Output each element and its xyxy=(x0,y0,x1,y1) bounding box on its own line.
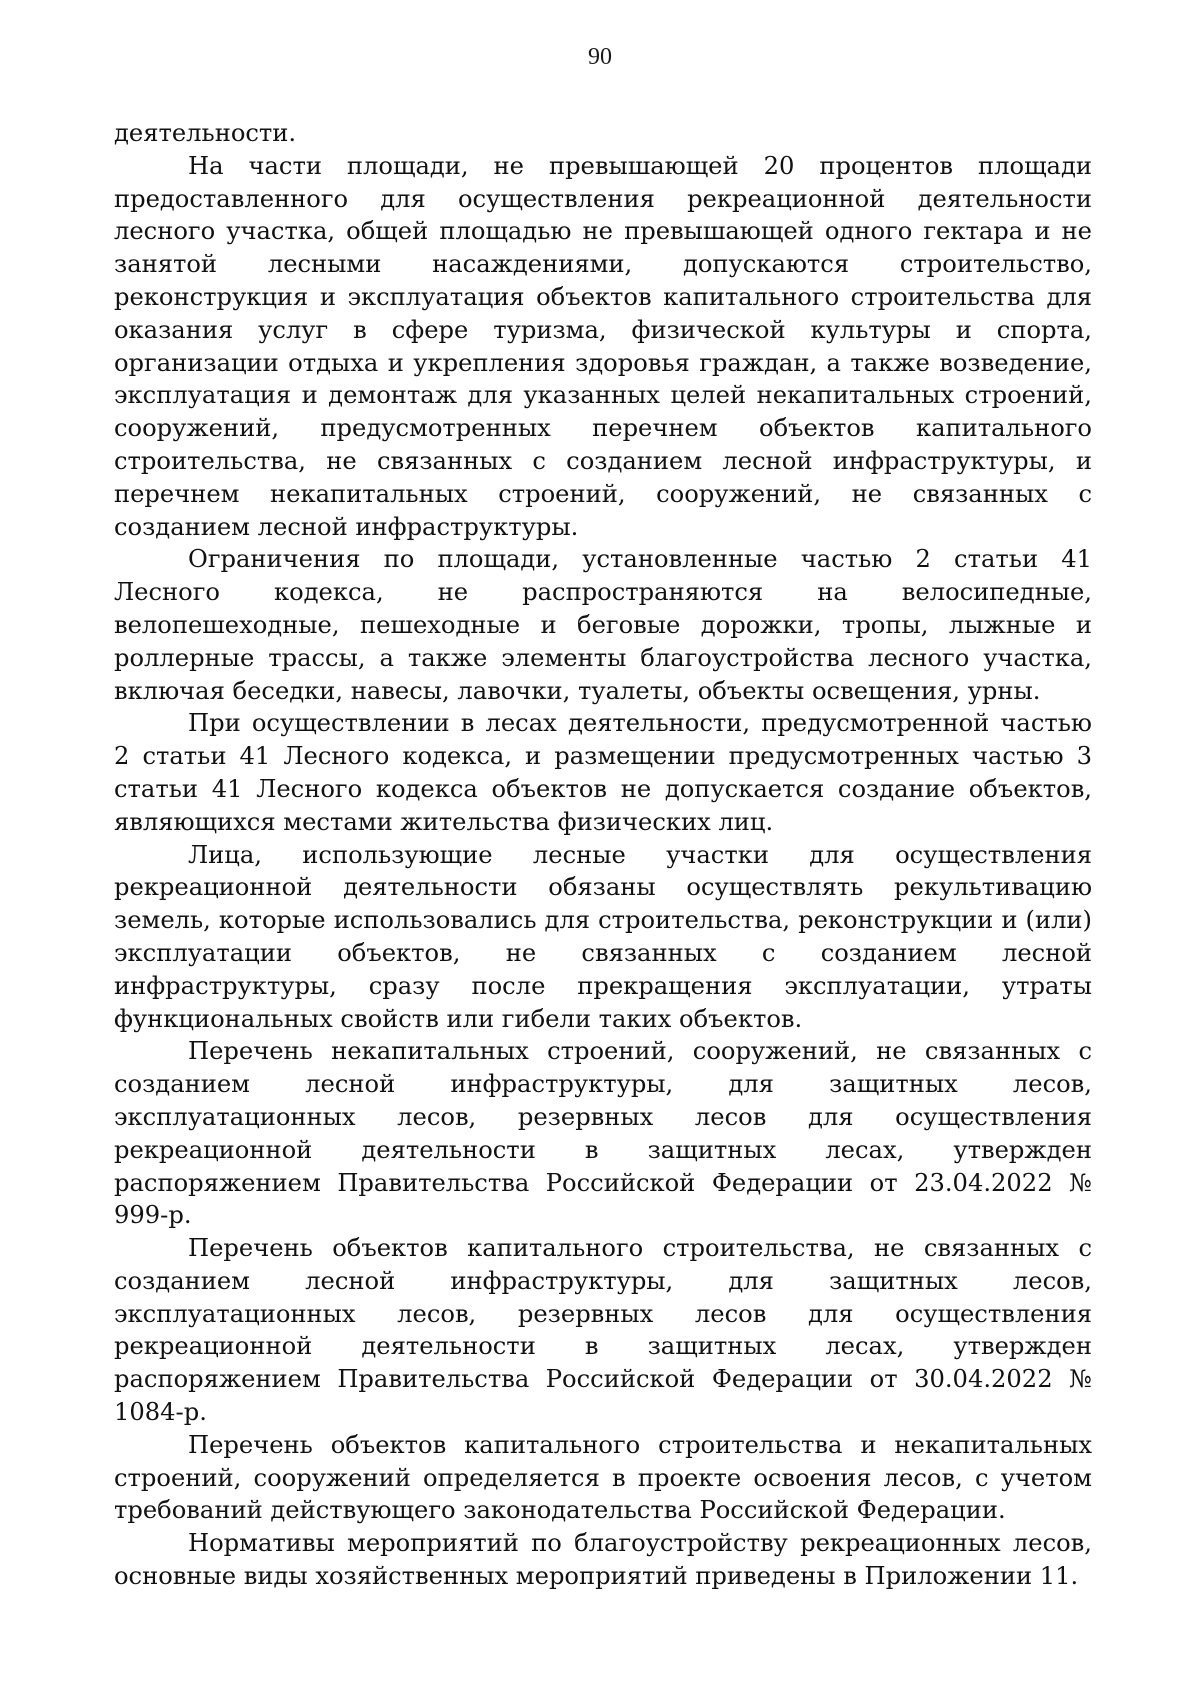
paragraph-area-restrictions: Ограничения по площади, установленные частью 2 статьи 41 Лесного кодекса, не распространяются на велосипедные, велопешеходные, пешеходные и беговые дорожки, тропы, лыжные и роллерные трассы, а также элементы благоустройства лесного участка, включая беседки, навесы, лавочки, туалеты, объекты освещения, урны. xyxy=(114,545,1092,705)
paragraph-noncapital-list: Перечень некапитальных строений, сооружений, не связанных с созданием лесной инфраструктуры, для защитных лесов, эксплуатационных лесов, резервных лесов для осуществления рекреационной деятельности в защитных лесах, утвержден распоряжением Правительства Российской Федерации от 23.04.2022 № 999-р. xyxy=(114,1037,1092,1230)
paragraph-standards: Нормативы мероприятий по благоустройству рекреационных лесов, основные виды хозяйственных мероприятий приведены в Приложении 11. xyxy=(114,1529,1092,1591)
paragraph-capital-list: Перечень объектов капитального строительства, не связанных с созданием лесной инфраструктуры, для защитных лесов, эксплуатационных лесов, резервных лесов для осуществления рекреационной деятельности в защитных лесах, утвержден распоряжением Правительства Российской Федерации от 30.04.2022 № 1084-р. xyxy=(114,1234,1092,1427)
document-body xyxy=(114,117,1092,1593)
paragraph-recultivation: Лица, использующие лесные участки для осуществления рекреационной деятельности обязаны осуществлять рекультивацию земель, которые использовались для строительства, реконструкции и (или) эксплуатации объектов, не связанных с созданием лесной инфраструктуры, сразу после прекращения эксплуатации, утраты функциональных свойств или гибели таких объектов. xyxy=(114,840,1092,1033)
page-number: 90 xyxy=(588,44,612,70)
paragraph-residence-prohibition: При осуществлении в лесах деятельности, предусмотренной частью 2 статьи 41 Лесного кодекса, и размещении предусмотренных частью 3 статьи 41 Лесного кодекса объектов не допускается создание объектов, являющихся местами жительства физических лиц. xyxy=(114,709,1092,836)
paragraph-capital-construction: На части площади, не превышающей 20 процентов площади предоставленного для осуществления рекреационной деятельности лесного участка, общей площадью не превышающей одного гектара и не занятой лесными насаждениями, допускаются строительство, реконструкция и эксплуатация объектов капитального строительства для оказания услуг в сфере туризма, физической культуры и спорта, организации отдыха и укрепления здоровья граждан, а также возведение, эксплуатация и демонтаж для указанных целей некапитальных строений, сооружений, предусмотренных перечнем объектов капитального строительства, не связанных с созданием лесной инфраструктуры, и перечнем некапитальных строений, сооружений, не связанных с созданием лесной инфраструктуры. xyxy=(114,151,1092,541)
paragraph-development-project: Перечень объектов капитального строительства и некапитальных строений, сооружений определяется в проекте освоения лесов, с учетом требований действующего законодательства Российской Федерации. xyxy=(114,1430,1092,1525)
paragraph-continuation: деятельности. xyxy=(114,119,297,147)
